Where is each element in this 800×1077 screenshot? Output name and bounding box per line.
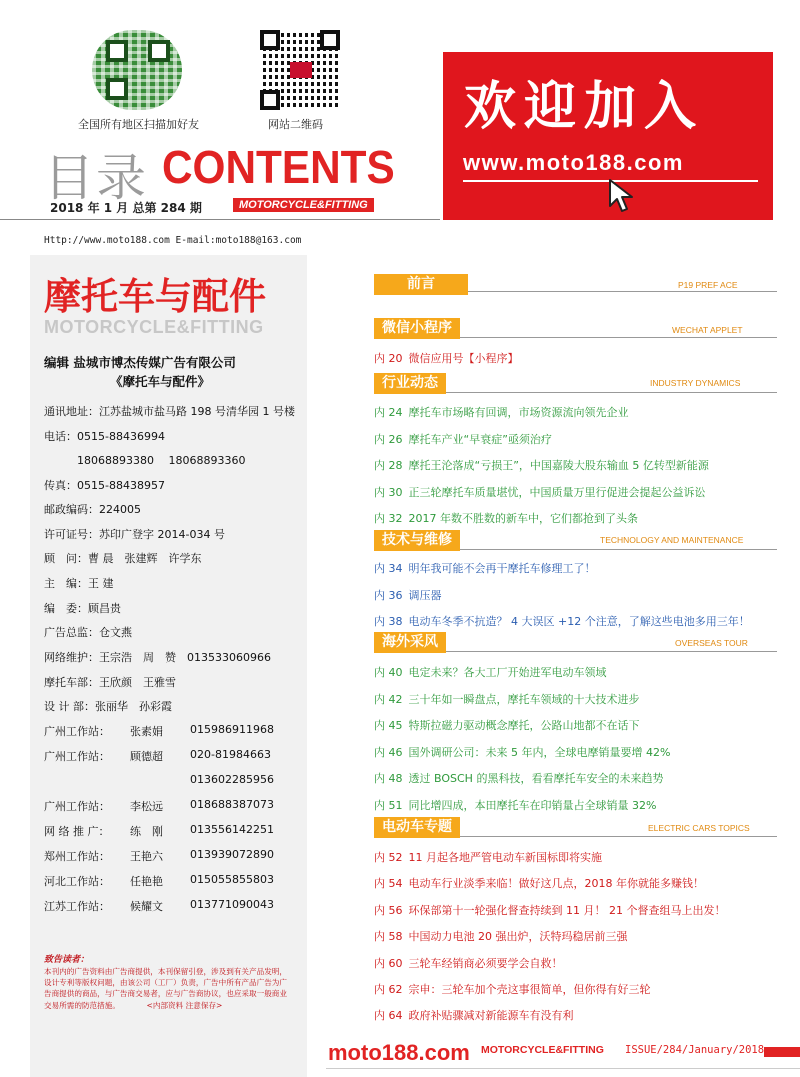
toc-entry[interactable]: 内 62 宗申：三轮车加个壳这事很简单，但你得有好三轮 [374,983,651,996]
masthead-advisors: 顾 问：曹 晨 张建辉 许学东 [44,552,202,565]
section-overseas[interactable]: 海外采风 [374,632,446,653]
station-phone: 013939072890 [190,848,274,861]
masthead-phone: 电话：0515-88436994 [44,430,165,443]
mouse-cursor-icon [608,178,636,214]
station-phone: 013556142251 [190,823,274,836]
toc-entry[interactable]: 内 51 同比增四成，本田摩托车在印销量占全球销量 32% [374,799,657,812]
masthead-license: 许可证号：苏印广登字 2014-034 号 [44,528,225,541]
toc-entry[interactable]: 内 46 国外调研公司：未来 5 年内，全球电摩销量要增 42% [374,746,671,759]
issue-date: 2018 年 1 月 总第 284 期 [50,201,202,215]
website-qr-caption: 网站二维码 [268,118,323,131]
masthead-fax: 传真：0515-88438957 [44,479,165,492]
section-technology-en: TECHNOLOGY AND MAINTENANCE [600,535,744,545]
station-phone: 015055855803 [190,873,274,886]
footer-magazine-name: MOTORCYCLE&FITTING [481,1044,604,1056]
station-name: 练 刚 [130,825,163,838]
toc-entry[interactable]: 内 64 政府补贴骤减对新能源车有没有利 [374,1009,574,1022]
toc-entry[interactable]: 内 30 正三轮摩托车质量堪忧，中国质量万里行促进会提起公益诉讼 [374,486,706,499]
toc-entry[interactable]: 内 34 明年我可能不会再干摩托车修理工了！ [374,562,596,575]
toc-entry[interactable]: 内 56 环保部第十一轮强化督查持续到 11 月！ 21 个督查组马上出发！ [374,904,726,917]
qr-finder-icon [260,90,280,110]
qr-logo-icon [290,62,312,78]
station-label: 江苏工作站： [44,900,110,913]
section-wechat-en: WECHAT APPLET [672,325,743,335]
page-title-en: CONTENTS [162,141,395,193]
reader-notice-title: 致告读者： [44,955,90,965]
qr-finder-icon [106,40,128,62]
toc-entry[interactable]: 内 28 摩托王沦落成“亏损王”，中国嘉陵大股东输血 5 亿转型新能源 [374,459,709,472]
station-phone: 013771090043 [190,898,274,911]
station-phone: 018688387073 [190,798,274,811]
station-label: 网 络 推 广： [44,825,110,838]
toc-entry[interactable]: 内 58 中国动力电池 20 强出炉，沃特玛稳居前三强 [374,930,628,943]
station-label: 广州工作站： [44,725,110,738]
station-name: 张素娟 [130,725,163,738]
editor-subtitle: 《摩托车与配件》 [110,374,211,389]
toc-entry[interactable]: 内 52 11 月起各地严管电动车新国标即将实施 [374,851,602,864]
qr-finder-icon [260,30,280,50]
toc-entry[interactable]: 内 42 三十年如一瞬盘点，摩托车领域的十大技术进步 [374,693,640,706]
editor-line: 编辑 盐城市博杰传媒广告有限公司 [44,355,236,370]
station-label: 广州工作站： [44,800,110,813]
toc-entry[interactable]: 内 32 2017 年数不胜数的新车中，它们都抢到了头条 [374,512,638,525]
wechat-qr-caption: 全国所有地区扫描加好友 [78,118,199,131]
station-name: 任艳艳 [130,875,163,888]
masthead-moto-dept: 摩托车部：王欣颜 王雅雪 [44,676,176,689]
section-technology[interactable]: 技术与维修 [374,530,460,551]
qr-finder-icon [320,30,340,50]
section-overseas-en: OVERSEAS TOUR [675,638,748,648]
toc-entry[interactable]: 内 20 微信应用号【小程序】 [374,352,519,365]
qr-finder-icon [148,40,170,62]
magazine-name-en: MOTORCYCLE&FITTING [44,317,264,337]
section-industry-en: INDUSTRY DYNAMICS [650,378,741,388]
header-divider [0,219,440,220]
section-preface-en: P19 PREF ACE [678,280,738,290]
masthead-ad-director: 广告总监：仓文燕 [44,626,132,639]
footer-accent-bar [764,1047,800,1057]
station-label: 广州工作站： [44,750,110,763]
masthead-postcode: 邮政编码：224005 [44,503,141,516]
contact-line: Http://www.moto188.com E-mail:moto188@163.com [44,235,302,246]
station-name: 候耀文 [130,900,163,913]
station-name: 李松远 [130,800,163,813]
footer-site-link[interactable]: moto188.com [328,1040,470,1065]
station-name: 顾德超 [130,750,163,763]
masthead-address: 通讯地址：江苏盐城市盐马路 198 号清华园 1 号楼 [44,405,295,418]
footer-issue: ISSUE/284/January/2018 [625,1044,765,1056]
qr-finder-icon [106,78,128,100]
magazine-name-cn: 摩托车与配件 [44,275,266,318]
station-phone: 020-81984663 [190,748,271,761]
toc-entry[interactable]: 内 36 调压器 [374,589,442,602]
station-label: 郑州工作站： [44,850,110,863]
magazine-badge: MOTORCYCLE&FITTING [233,198,374,212]
toc-entry[interactable]: 内 60 三轮车经销商必须要学会自救！ [374,957,563,970]
footer-rule [326,1068,800,1069]
station-phone: 013602285956 [190,773,274,786]
wechat-qr-code[interactable] [92,30,182,110]
toc-entry[interactable]: 内 45 特斯拉磁力驱动概念摩托，公路山地都不在话下 [374,719,640,732]
welcome-url-link[interactable]: www.moto188.com [463,150,684,175]
section-industry[interactable]: 行业动态 [374,373,446,394]
reader-notice-body: 本刊内的广告资料由广告商提供，本刊保留引登，涉及到有关产品发明，设计专利等版权问题，由该公司（工厂）负责，广告中所有产品广告为广告商提供的商品，与广告商交易者，应与广告商协议，也应采取一般商业交易所需的防范措施。 <内部资料 注意保存> [44,967,287,1010]
station-label: 河北工作站： [44,875,110,888]
website-qr-code[interactable] [260,30,340,110]
masthead-committee: 编 委：顾昌贵 [44,602,121,615]
welcome-title: 欢迎加入 [464,77,705,137]
toc-entry[interactable]: 内 26 摩托车产业“早衰症”亟须治疗 [374,433,552,446]
toc-entry[interactable]: 内 54 电动车行业淡季来临！做好这几点，2018 年你就能多赚钱！ [374,877,704,890]
masthead-phone-2: 18068893380 18068893360 [44,454,246,467]
section-preface[interactable]: 前言 [374,274,468,295]
section-wechat[interactable]: 微信小程序 [374,318,460,339]
toc-entry[interactable]: 内 48 透过 BOSCH 的黑科技，看看摩托车安全的未来趋势 [374,772,664,785]
section-electric[interactable]: 电动车专题 [374,817,460,838]
station-name: 王艳六 [130,850,163,863]
toc-entry[interactable]: 内 40 电定未来？各大工厂开始进军电动车领域 [374,666,607,679]
toc-entry[interactable]: 内 24 摩托车市场略有回调，市场资源流向领先企业 [374,406,629,419]
masthead-web: 网络维护：王宗浩 周 赞 013533060966 [44,651,271,664]
masthead-design: 设 计 部：张丽华 孙彩霞 [44,700,172,713]
section-electric-en: ELECTRIC CARS TOPICS [648,823,750,833]
page-title-cn: 目录 [44,149,148,207]
toc-entry[interactable]: 内 38 电动车冬季不抗造？ 4 大误区 +12 个注意，了解这些电池多用三年！ [374,615,750,628]
masthead-chief-editor: 主 编：王 建 [44,577,114,590]
station-phone: 015986911968 [190,723,274,736]
